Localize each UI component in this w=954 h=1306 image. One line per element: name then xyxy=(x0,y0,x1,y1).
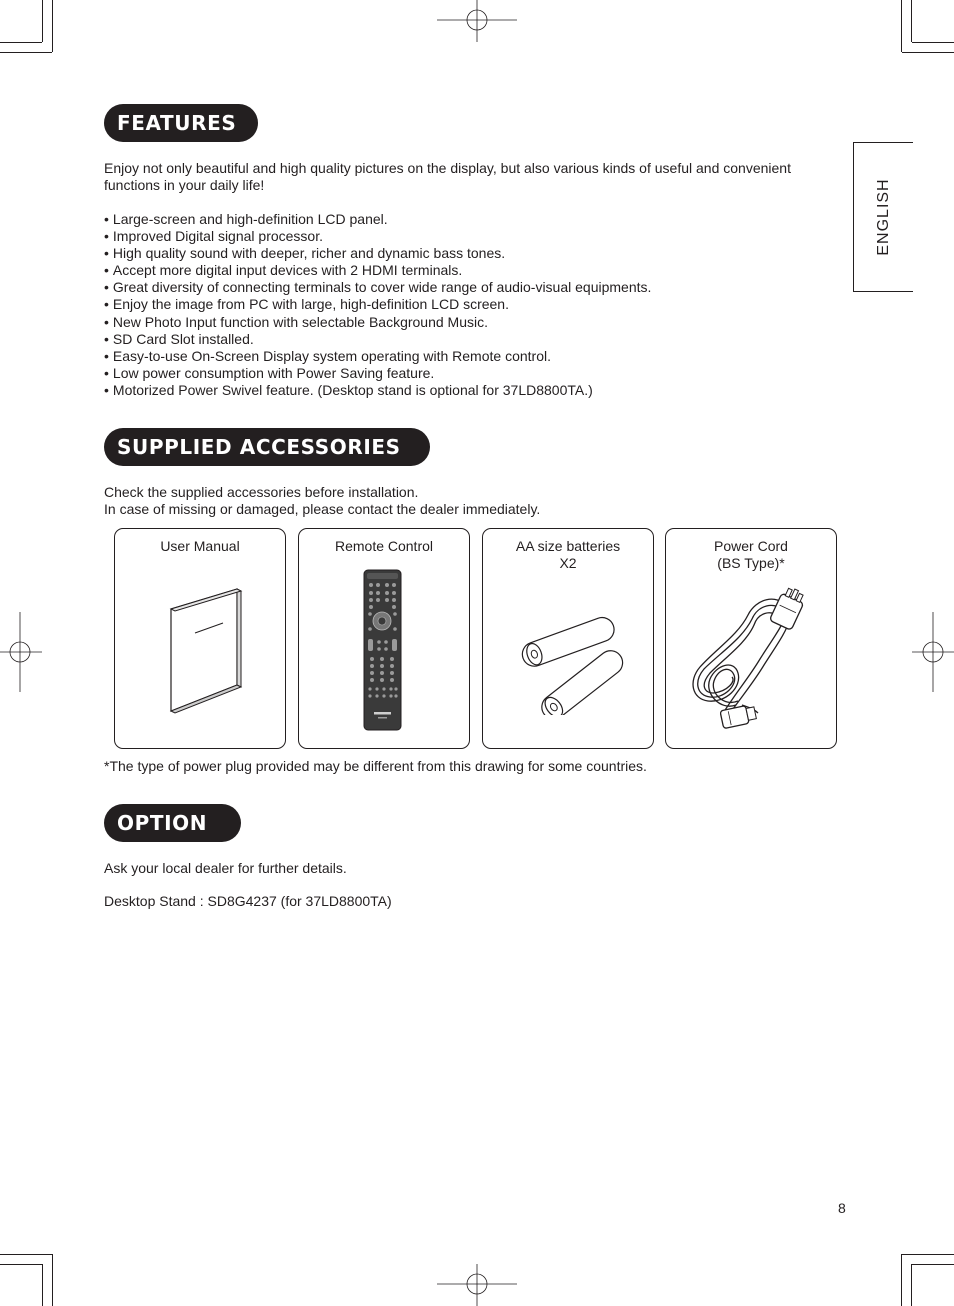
manual-icon xyxy=(165,585,245,715)
batteries-icon xyxy=(511,607,631,715)
registration-mark-right xyxy=(912,612,954,692)
accessory-label: Power Cord (BS Type)* xyxy=(714,538,788,571)
list-item: • Great diversity of connecting terminals to cover wide range of audio-visual equipments. xyxy=(104,279,651,296)
features-intro: Enjoy not only beautiful and high quality pictures on the display, but also various kinds of useful and convenient functions in your daily life! xyxy=(104,160,791,193)
accessory-power-cord xyxy=(665,528,837,749)
accessory-label: AA size batteries X2 xyxy=(515,538,621,571)
remote-control-icon xyxy=(362,569,404,735)
accessories-heading: SUPPLIED ACCESSORIES xyxy=(104,428,430,466)
list-item: • Enjoy the image from PC with large, high-definition LCD screen. xyxy=(104,296,651,313)
page-number: 8 xyxy=(838,1200,846,1216)
language-label: ENGLISH xyxy=(874,178,892,256)
registration-mark-left xyxy=(0,612,42,692)
list-item: • Improved Digital signal processor. xyxy=(104,228,651,245)
registration-mark-bottom xyxy=(437,1264,517,1306)
option-heading: OPTION xyxy=(104,804,241,842)
option-text-2: Desktop Stand : SD8G4237 (for 37LD8800TA) xyxy=(104,893,392,909)
accessories-intro-2: In case of missing or damaged, please contact the dealer immediately. xyxy=(104,501,541,517)
accessories-intro-1: Check the supplied accessories before installation. xyxy=(104,484,419,500)
list-item: • New Photo Input function with selectable Background Music. xyxy=(104,314,651,331)
language-tab xyxy=(853,142,913,292)
accessory-user-manual xyxy=(114,528,286,749)
power-cord-icon xyxy=(686,587,814,733)
registration-mark-top xyxy=(437,0,517,42)
list-item: • Large-screen and high-definition LCD panel. xyxy=(104,211,651,228)
features-heading: FEATURES xyxy=(104,104,258,142)
accessory-batteries xyxy=(482,528,654,749)
list-item: • SD Card Slot installed. xyxy=(104,331,651,348)
accessory-remote-control xyxy=(298,528,470,749)
list-item: • Easy-to-use On-Screen Display system operating with Remote control. xyxy=(104,348,651,365)
accessories-footnote: *The type of power plug provided may be different from this drawing for some countries. xyxy=(104,758,647,774)
accessory-label: User Manual xyxy=(160,538,240,554)
list-item: • High quality sound with deeper, richer and dynamic bass tones. xyxy=(104,245,651,262)
list-item: • Accept more digital input devices with 2 HDMI terminals. xyxy=(104,262,651,279)
accessory-label: Remote Control xyxy=(334,538,434,554)
list-item: • Motorized Power Swivel feature. (Desktop stand is optional for 37LD8800TA.) xyxy=(104,382,651,399)
list-item: • Low power consumption with Power Saving feature. xyxy=(104,365,651,382)
option-text-1: Ask your local dealer for further details. xyxy=(104,860,347,876)
features-list xyxy=(104,211,651,399)
